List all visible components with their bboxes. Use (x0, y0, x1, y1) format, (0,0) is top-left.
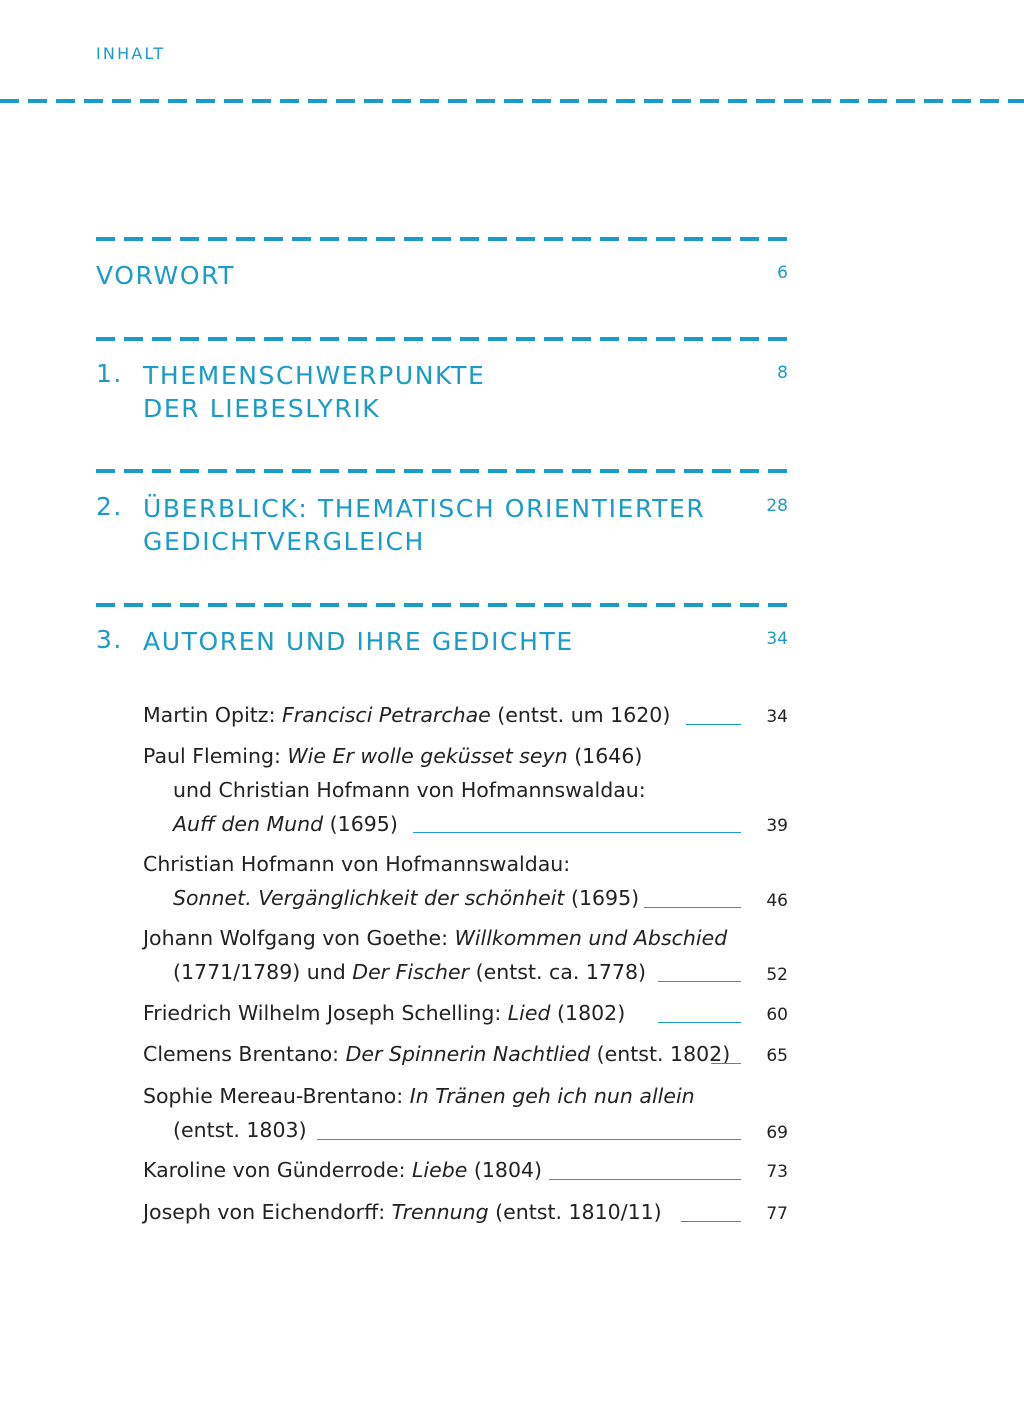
entry-author: Martin Opitz: (143, 703, 282, 727)
toc-entry-schelling[interactable] (143, 1001, 788, 1031)
leader-line (317, 1139, 741, 1140)
entry-page-number: 52 (766, 965, 788, 985)
leader-line (413, 832, 741, 833)
toc-entry-guenderrode[interactable] (143, 1158, 788, 1188)
entry-page-number: 73 (766, 1162, 788, 1182)
running-header: INHALT (96, 44, 166, 63)
entry-date: (entst. ca. 1778) (469, 960, 647, 984)
entry-date: (entst. 1803) (173, 1118, 307, 1142)
section-title (143, 492, 743, 558)
toc-entry-goethe[interactable] (143, 926, 788, 988)
entry-work-title: Trennung (391, 1200, 489, 1224)
entry-work-title: Lied (507, 1001, 551, 1025)
entry-work-title: Francisci Petrarchae (282, 703, 491, 727)
entry-author: Johann Wolfgang von Goethe: (143, 926, 455, 950)
entry-date: (1695) (564, 886, 640, 910)
section-page-number: 8 (777, 363, 788, 383)
entry-page-number: 65 (766, 1046, 788, 1066)
entry-date: (1771/1789) und (173, 960, 353, 984)
entry-author: Karoline von Günderrode: (143, 1158, 412, 1182)
section-divider (96, 603, 788, 607)
entry-author: und Christian Hofmann von Hofmannswaldau: (173, 778, 646, 802)
section-title: AUTOREN UND IHRE GEDICHTE (143, 627, 574, 656)
entry-work-title: Auff den Mund (173, 812, 324, 836)
entry-page-number: 60 (766, 1005, 788, 1025)
entry-date: (entst. um 1620) (490, 703, 671, 727)
leader-line (644, 907, 741, 908)
entry-date: (1646) (567, 744, 643, 768)
entry-author: Sophie Mereau-Brentano: (143, 1084, 410, 1108)
toc-entry-mereau-brentano[interactable] (143, 1084, 788, 1146)
section-divider (96, 337, 788, 341)
leader-line (658, 981, 741, 982)
entry-date: (1802) (550, 1001, 626, 1025)
section-number: 2. (96, 492, 123, 521)
entry-work-title: Wie Er wolle geküsset seyn (287, 744, 568, 768)
entry-date: (entst. 1802) (590, 1042, 731, 1066)
entry-work-title: Liebe (412, 1158, 468, 1182)
entry-author: Paul Fleming: (143, 744, 288, 768)
section-title-line: ÜBERBLICK: THEMATISCH ORIENTIERTER (143, 494, 706, 523)
section-number: 1. (96, 359, 123, 388)
entry-page-number: 69 (766, 1123, 788, 1143)
leader-line (658, 1022, 741, 1023)
toc-entry-hofmannswaldau[interactable] (143, 852, 788, 914)
entry-work-title: Der Fischer (352, 960, 470, 984)
leader-line (711, 1063, 741, 1064)
toc-section-1[interactable] (96, 359, 788, 429)
section-page-number: 28 (766, 496, 788, 516)
section-page-number: 34 (766, 629, 788, 649)
section-divider (96, 237, 788, 241)
entry-page-number: 46 (766, 891, 788, 911)
entry-author: Friedrich Wilhelm Joseph Schelling: (143, 1001, 508, 1025)
toc-entry-eichendorff[interactable] (143, 1200, 788, 1230)
toc-entry-opitz[interactable] (143, 703, 788, 733)
section-title-line: THEMENSCHWERPUNKTE (143, 361, 486, 390)
entry-work-title: Sonnet. Vergänglichkeit der schönheit (173, 886, 565, 910)
toc-section-vorwort[interactable] (96, 259, 788, 299)
entry-author: Christian Hofmann von Hofmannswaldau: (143, 852, 571, 876)
toc-section-2[interactable] (96, 492, 788, 562)
leader-line (681, 1221, 741, 1222)
leader-line (549, 1179, 741, 1180)
section-title-line: DER LIEBESLYRIK (143, 394, 381, 423)
section-number: 3. (96, 625, 123, 654)
toc-entry-fleming[interactable] (143, 744, 788, 839)
entry-work-title: Der Spinnerin Nachtlied (345, 1042, 591, 1066)
entry-author: Clemens Brentano: (143, 1042, 346, 1066)
entry-page-number: 39 (766, 816, 788, 836)
section-title-line: GEDICHTVERGLEICH (143, 527, 425, 556)
toc-section-3[interactable] (96, 625, 788, 665)
entry-page-number: 34 (766, 707, 788, 727)
leader-line (686, 724, 741, 725)
entry-page-number: 77 (766, 1204, 788, 1224)
section-page-number: 6 (777, 263, 788, 283)
header-dashed-rule (0, 99, 1024, 103)
entry-date: (1695) (323, 812, 398, 836)
entry-date: (entst. 1810/11) (488, 1200, 662, 1224)
toc-entry-brentano[interactable] (143, 1042, 788, 1072)
section-title: VORWORT (96, 261, 236, 290)
entry-author: Joseph von Eichendorff: (143, 1200, 392, 1224)
section-title (143, 359, 743, 425)
entry-date: (1804) (467, 1158, 543, 1182)
entry-work-title: In Tränen geh ich nun allein (409, 1084, 695, 1108)
section-divider (96, 469, 788, 473)
entry-work-title: Willkommen und Abschied (454, 926, 728, 950)
